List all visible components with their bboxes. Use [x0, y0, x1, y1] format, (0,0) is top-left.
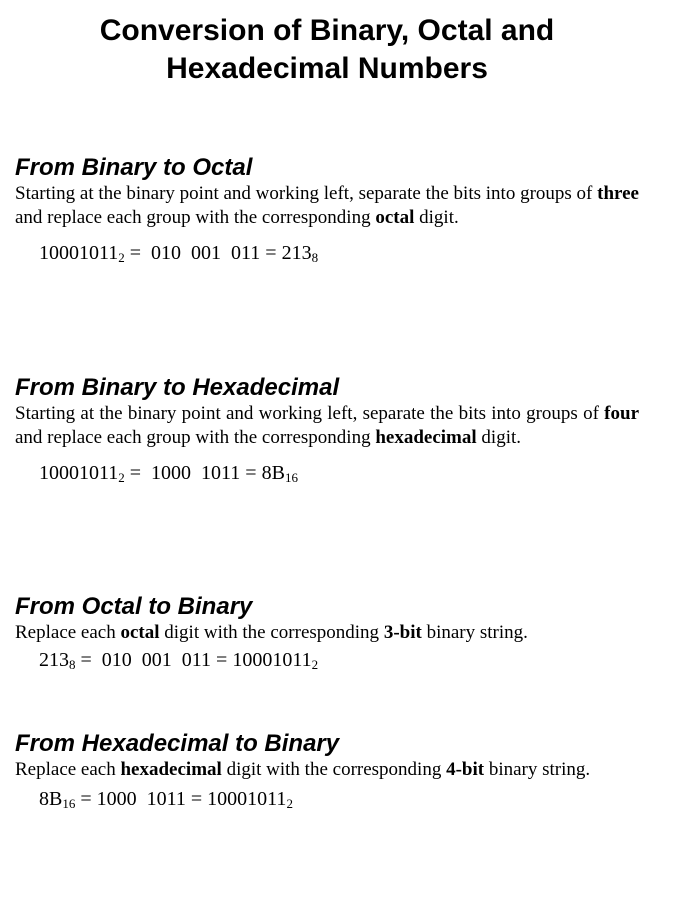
example-lhs-base: 2: [118, 250, 125, 265]
section-hexadecimal-to-binary: [15, 730, 639, 811]
description-text: Replace each: [15, 759, 121, 780]
example-rhs-base: 16: [284, 470, 298, 485]
example-lhs: 213: [39, 648, 69, 671]
description-emphasis: 3-bit: [383, 622, 422, 643]
description-emphasis: hexadecimal: [375, 426, 477, 448]
example-rhs: 10001011: [207, 787, 287, 810]
example-rhs: 10001011: [232, 648, 312, 671]
conversion-example: [15, 241, 639, 265]
example-lhs: 8B: [39, 787, 63, 810]
description-text: Starting at the binary point and working left, separate the bits into groups of: [15, 403, 605, 424]
description-emphasis: four: [604, 403, 639, 424]
description-emphasis: octal: [120, 622, 160, 643]
example-groups: = 010 001 011 =: [124, 242, 282, 264]
example-rhs: 8B: [261, 462, 285, 484]
example-groups: = 010 001 011 =: [75, 648, 233, 671]
conversion-example: [15, 787, 639, 811]
section-description: [15, 182, 639, 229]
description-emphasis: hexadecimal: [120, 759, 222, 780]
example-rhs-base: 8: [311, 250, 319, 265]
example-rhs-base: 2: [311, 656, 319, 672]
example-lhs: 10001011: [39, 242, 119, 264]
section-description: [15, 402, 639, 449]
example-lhs-base: 2: [118, 470, 125, 485]
description-text: Starting at the binary point and working left, separate the bits into groups of: [15, 183, 598, 204]
description-text: digit.: [414, 206, 459, 228]
description-emphasis: three: [597, 183, 639, 204]
section-binary-to-octal: [15, 154, 639, 265]
section-heading: From Binary to Hexadecimal: [15, 374, 340, 401]
section-description: [15, 621, 639, 645]
description-text: and replace each group with the corresponding: [15, 206, 376, 228]
description-text: binary string.: [421, 622, 528, 643]
description-text: digit with the corresponding: [221, 759, 447, 780]
description-emphasis: 4-bit: [446, 759, 485, 780]
section-description: [15, 758, 639, 782]
description-text: digit.: [476, 426, 522, 448]
description-text: Replace each: [15, 622, 121, 643]
conversion-example: [15, 648, 639, 672]
example-rhs: 213: [281, 242, 312, 264]
example-lhs-base: 8: [69, 656, 76, 672]
example-groups: = 1000 1011 =: [75, 787, 208, 810]
section-heading: From Hexadecimal to Binary: [15, 730, 340, 757]
example-lhs-base: 16: [62, 795, 76, 811]
description-text: digit with the corresponding: [159, 622, 384, 643]
section-heading: From Binary to Octal: [15, 154, 253, 181]
description-text: and replace each group with the corresponding: [15, 426, 376, 448]
example-lhs: 10001011: [39, 462, 119, 484]
description-emphasis: octal: [375, 206, 415, 228]
example-rhs-base: 2: [286, 795, 293, 811]
section-binary-to-hexadecimal: [15, 374, 639, 485]
conversion-example: [15, 461, 639, 485]
section-heading: From Octal to Binary: [15, 593, 253, 620]
description-text: binary string.: [484, 759, 591, 780]
page-title-line-1: Conversion of Binary, Octal and: [99, 14, 555, 47]
section-octal-to-binary: [15, 593, 639, 672]
example-groups: = 1000 1011 =: [124, 462, 262, 484]
page-title-line-2: Hexadecimal Numbers: [166, 52, 488, 85]
page-title: [0, 12, 654, 88]
